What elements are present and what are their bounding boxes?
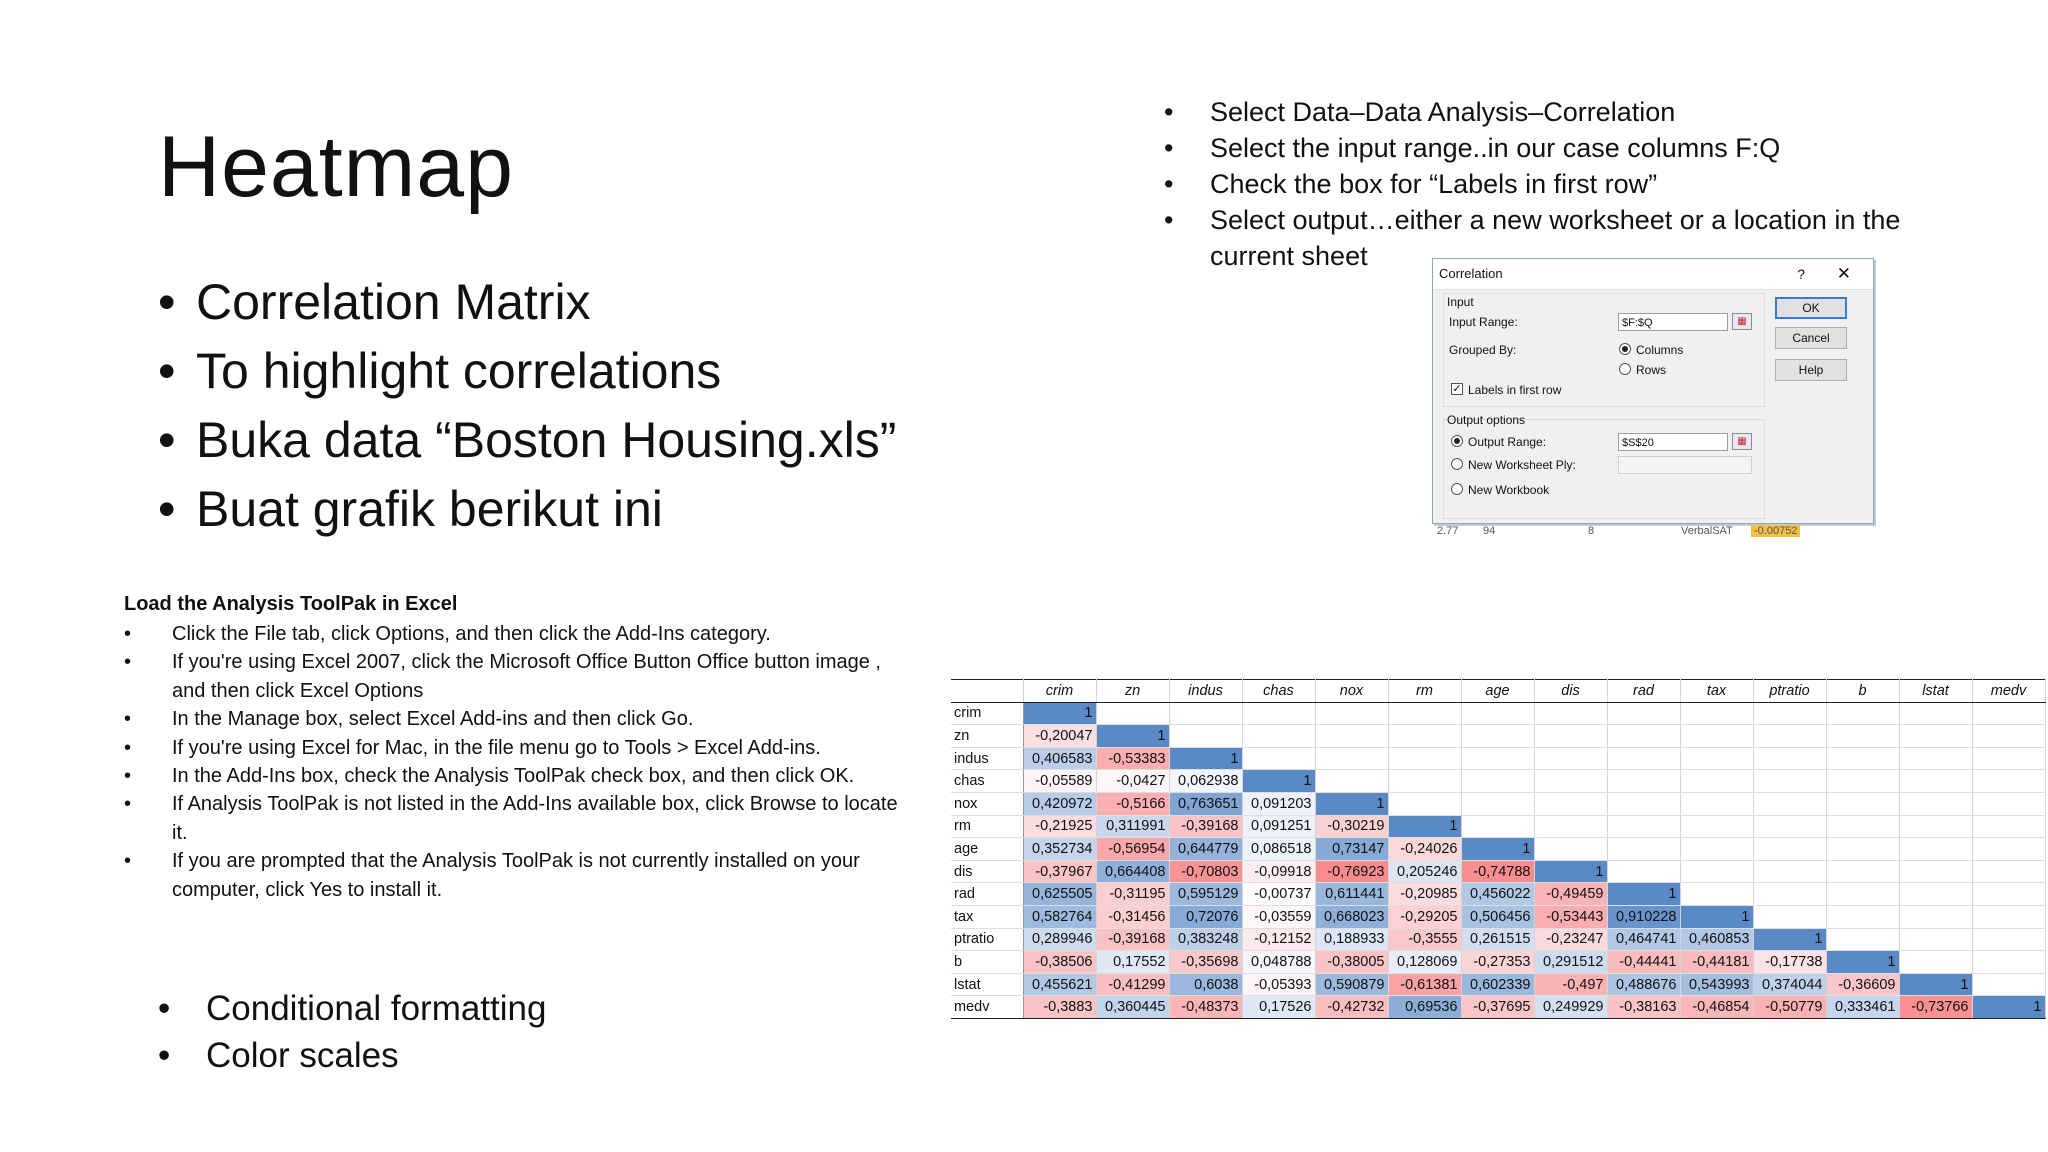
new-worksheet-field[interactable] [1618,456,1752,474]
output-range-field[interactable]: $S$20 [1618,433,1728,451]
matrix-cell: -0,70803 [1169,860,1242,883]
matrix-cell: 0,763651 [1169,792,1242,815]
matrix-cell [1607,747,1680,770]
matrix-cell [1972,815,2045,838]
matrix-cell [1680,747,1753,770]
matrix-cell: 0,910228 [1607,905,1680,928]
matrix-cell [1169,702,1242,725]
matrix-cell: -0,3883 [1023,996,1096,1019]
matrix-cell: 1 [1315,792,1388,815]
matrix-cell: 0,383248 [1169,928,1242,951]
matrix-cell [1826,747,1899,770]
slide-title: Heatmap [158,119,514,215]
step-item: • Check the box for “Labels in first row” [1160,166,1920,202]
matrix-column-header: crim [1023,680,1096,703]
matrix-row-header: zn [951,725,1023,748]
matrix-row-header: dis [951,860,1023,883]
matrix-row [951,973,2045,996]
matrix-cell: 0,543993 [1680,973,1753,996]
input-range-field[interactable]: $F:$Q [1618,313,1728,331]
rows-radio-label: Rows [1636,363,1667,377]
matrix-cell: 0,091251 [1242,815,1315,838]
matrix-cell [1607,860,1680,883]
matrix-cell [1972,838,2045,861]
matrix-cell: -0,05589 [1023,770,1096,793]
matrix-cell [1972,860,2045,883]
matrix-cell: -0,00737 [1242,883,1315,906]
cancel-button[interactable]: Cancel [1775,327,1847,349]
new-worksheet-radio[interactable] [1451,458,1463,470]
matrix-cell: 0,582764 [1023,905,1096,928]
matrix-cell [1461,815,1534,838]
matrix-cell [1607,838,1680,861]
matrix-cell [1899,860,1972,883]
columns-radio[interactable] [1619,343,1631,355]
matrix-row-header: rad [951,883,1023,906]
matrix-cell: 0,086518 [1242,838,1315,861]
matrix-cell [1826,725,1899,748]
matrix-row-header: chas [951,770,1023,793]
bullet-item: • Buat grafik berikut ini [158,475,896,544]
matrix-cell: 0,72076 [1169,905,1242,928]
bg-cell: -0.00752 [1751,525,1800,537]
matrix-corner-cell [951,680,1023,703]
matrix-column-header: medv [1972,680,2045,703]
matrix-cell: -0,49459 [1534,883,1607,906]
matrix-cell [1388,770,1461,793]
matrix-cell: 0,048788 [1242,951,1315,974]
matrix-cell [1461,792,1534,815]
matrix-row [951,905,2045,928]
matrix-cell: 0,291512 [1534,951,1607,974]
bullet-item: • To highlight correlations [158,337,896,406]
format-bullet-item: • Color scales [158,1032,546,1079]
matrix-cell: -0,37695 [1461,996,1534,1019]
matrix-row [951,725,2045,748]
matrix-cell: 0,455621 [1023,973,1096,996]
matrix-cell: 0,644779 [1169,838,1242,861]
matrix-column-header: lstat [1899,680,1972,703]
matrix-row-header: indus [951,747,1023,770]
matrix-cell: -0,44441 [1607,951,1680,974]
matrix-cell: 0,311991 [1096,815,1169,838]
matrix-cell: -0,44181 [1680,951,1753,974]
matrix-cell [1169,725,1242,748]
correlation-matrix-table [951,679,2046,1019]
toolpak-item: • In the Add-Ins box, check the Analysis ToolPak check box, and then click OK. [124,762,914,790]
labels-first-row-checkbox[interactable]: ✓ [1452,383,1462,395]
matrix-cell: -0,74788 [1461,860,1534,883]
matrix-row [951,951,2045,974]
toolpak-item: • If you're using Excel 2007, click the Microsoft Office Button Office button image , and then click Excel Options [124,648,914,705]
matrix-cell [1899,815,1972,838]
matrix-cell: -0,31195 [1096,883,1169,906]
background-sheet-row [1433,525,1873,539]
toolpak-item: • Click the File tab, click Options, and then click the Add-Ins category. [124,620,914,648]
correlation-steps-list [1160,94,1920,274]
matrix-cell [1753,702,1826,725]
matrix-cell [1242,747,1315,770]
input-range-label: Input Range: [1449,315,1518,329]
matrix-cell: -0,05393 [1242,973,1315,996]
matrix-cell: -0,53383 [1096,747,1169,770]
matrix-cell [1461,747,1534,770]
matrix-cell: -0,497 [1534,973,1607,996]
output-range-radio[interactable] [1451,435,1463,447]
matrix-cell [1680,725,1753,748]
matrix-cell [1972,951,2045,974]
new-workbook-label: New Workbook [1468,483,1550,497]
output-range-label: Output Range: [1468,435,1547,449]
matrix-cell: -0,29205 [1388,905,1461,928]
matrix-cell [1388,792,1461,815]
matrix-cell: -0,3555 [1388,928,1461,951]
matrix-cell [1826,883,1899,906]
matrix-cell [1899,838,1972,861]
matrix-cell: 0,091203 [1242,792,1315,815]
matrix-cell: 1 [1899,973,1972,996]
bg-cell: VerbalSAT [1681,525,1733,537]
matrix-cell [1972,973,2045,996]
matrix-cell: -0,61381 [1388,973,1461,996]
matrix-cell: 1 [1607,883,1680,906]
matrix-column-header: ptratio [1753,680,1826,703]
matrix-cell: -0,38506 [1023,951,1096,974]
dialog-titlebar [1433,259,1873,290]
matrix-cell: 0,333461 [1826,996,1899,1019]
matrix-row-header: age [951,838,1023,861]
rows-radio[interactable] [1619,363,1631,375]
matrix-cell [1753,725,1826,748]
matrix-cell [1826,815,1899,838]
matrix-row [951,815,2045,838]
matrix-cell [1315,747,1388,770]
matrix-cell: -0,12152 [1242,928,1315,951]
bullet-item: • Correlation Matrix [158,268,896,337]
matrix-cell [1899,725,1972,748]
matrix-cell: -0,0427 [1096,770,1169,793]
matrix-cell: -0,09918 [1242,860,1315,883]
matrix-cell [1315,725,1388,748]
matrix-cell: 0,062938 [1169,770,1242,793]
matrix-cell: -0,20047 [1023,725,1096,748]
matrix-cell: 0,188933 [1315,928,1388,951]
matrix-column-header: chas [1242,680,1315,703]
matrix-column-header: zn [1096,680,1169,703]
matrix-cell [1315,702,1388,725]
matrix-cell: 0,360445 [1096,996,1169,1019]
matrix-cell: 0,668023 [1315,905,1388,928]
matrix-row [951,860,2045,883]
input-group-label: Input [1447,295,1474,309]
matrix-cell [1242,725,1315,748]
matrix-column-header: dis [1534,680,1607,703]
matrix-column-header: nox [1315,680,1388,703]
close-icon[interactable]: ✕ [1836,264,1851,283]
matrix-column-header: age [1461,680,1534,703]
matrix-cell: 0,460853 [1680,928,1753,951]
ok-button[interactable]: OK [1775,297,1847,319]
matrix-cell: -0,36609 [1826,973,1899,996]
matrix-cell [1972,928,2045,951]
toolpak-heading: Load the Analysis ToolPak in Excel [124,593,458,615]
matrix-cell [1826,770,1899,793]
matrix-cell: 0,488676 [1607,973,1680,996]
matrix-cell [1899,792,1972,815]
matrix-cell: 1 [1461,838,1534,861]
matrix-row [951,838,2045,861]
toolpak-item: • If you are prompted that the Analysis ToolPak is not currently installed on your computer, click Yes to install it. [124,847,914,904]
matrix-row-header: crim [951,702,1023,725]
matrix-cell: 0,17552 [1096,951,1169,974]
matrix-cell [1607,770,1680,793]
matrix-cell [1899,951,1972,974]
matrix-row-header: rm [951,815,1023,838]
matrix-cell: -0,46854 [1680,996,1753,1019]
matrix-cell [1972,883,2045,906]
matrix-row [951,747,2045,770]
matrix-cell: -0,17738 [1753,951,1826,974]
matrix-cell: -0,42732 [1315,996,1388,1019]
matrix-cell [1753,815,1826,838]
matrix-cell [1388,725,1461,748]
matrix-cell: -0,23247 [1534,928,1607,951]
matrix-cell: 0,374044 [1753,973,1826,996]
correlation-dialog [1432,258,1874,537]
help-icon[interactable]: ? [1797,266,1805,282]
matrix-cell [1680,860,1753,883]
matrix-cell: 1 [1388,815,1461,838]
matrix-cell [1899,747,1972,770]
matrix-cell [1753,770,1826,793]
matrix-cell [1826,860,1899,883]
matrix-cell: 0,595129 [1169,883,1242,906]
format-bullet-item: • Conditional formatting [158,985,546,1032]
labels-first-row-label: Labels in first row [1468,383,1562,397]
toolpak-item: • In the Manage box, select Excel Add-ins and then click Go. [124,705,914,733]
matrix-column-header: rm [1388,680,1461,703]
main-bullet-list [158,268,896,544]
toolpak-item: • If Analysis ToolPak is not listed in the Add-Ins available box, click Browse to locate it. [124,790,914,847]
matrix-cell [1972,770,2045,793]
bg-cell: 8 [1588,525,1595,537]
output-group-label: Output options [1447,413,1526,427]
matrix-cell: 0,289946 [1023,928,1096,951]
matrix-column-header: b [1826,680,1899,703]
matrix-cell [1899,770,1972,793]
matrix-cell [1899,702,1972,725]
matrix-cell [1461,702,1534,725]
matrix-cell [1096,702,1169,725]
matrix-row-header: medv [951,996,1023,1019]
matrix-cell [1972,702,2045,725]
matrix-cell: -0,20985 [1388,883,1461,906]
matrix-cell [1680,770,1753,793]
matrix-cell: 0,590879 [1315,973,1388,996]
matrix-cell: 0,73147 [1315,838,1388,861]
matrix-cell: -0,03559 [1242,905,1315,928]
matrix-cell: 0,456022 [1461,883,1534,906]
matrix-cell: 0,602339 [1461,973,1534,996]
matrix-cell: -0,56954 [1096,838,1169,861]
matrix-cell [1753,860,1826,883]
matrix-column-header: rad [1607,680,1680,703]
matrix-column-header: indus [1169,680,1242,703]
new-workbook-radio[interactable] [1451,483,1463,495]
matrix-cell: 0,128069 [1388,951,1461,974]
matrix-cell [1753,883,1826,906]
matrix-cell [1680,838,1753,861]
matrix-cell [1899,883,1972,906]
matrix-cell [1680,815,1753,838]
step-item: • Select output…either a new worksheet or a location in the current sheet [1160,202,1920,274]
matrix-cell [1534,747,1607,770]
matrix-cell [1826,792,1899,815]
matrix-cell: -0,27353 [1461,951,1534,974]
matrix-cell [1534,725,1607,748]
matrix-cell: 0,205246 [1388,860,1461,883]
matrix-cell [1826,702,1899,725]
matrix-cell: 0,249929 [1534,996,1607,1019]
grouped-by-label: Grouped By: [1449,343,1517,357]
matrix-cell: -0,38005 [1315,951,1388,974]
matrix-cell: -0,35698 [1169,951,1242,974]
matrix-cell [1753,747,1826,770]
matrix-cell [1534,815,1607,838]
new-worksheet-label: New Worksheet Ply: [1468,458,1576,472]
matrix-cell [1388,747,1461,770]
matrix-row [951,928,2045,951]
bg-cell: 94 [1483,525,1496,537]
matrix-cell: -0,5166 [1096,792,1169,815]
matrix-cell: 0,69536 [1388,996,1461,1019]
matrix-cell: 1 [1826,951,1899,974]
matrix-cell: 0,6038 [1169,973,1242,996]
range-selector-icon[interactable]: ▦ [1732,433,1752,450]
matrix-cell [1680,883,1753,906]
matrix-cell [1680,702,1753,725]
matrix-cell [1461,770,1534,793]
matrix-cell [1753,838,1826,861]
matrix-cell: 0,261515 [1461,928,1534,951]
step-item: • Select the input range..in our case columns F:Q [1160,130,1920,166]
matrix-cell: 1 [1023,702,1096,725]
columns-radio-label: Columns [1636,343,1684,357]
matrix-cell: -0,50779 [1753,996,1826,1019]
matrix-cell [1534,792,1607,815]
matrix-cell [1388,702,1461,725]
matrix-cell: 1 [1972,996,2045,1019]
matrix-cell: -0,39168 [1096,928,1169,951]
matrix-cell: -0,76923 [1315,860,1388,883]
matrix-cell [1826,838,1899,861]
matrix-cell: 1 [1680,905,1753,928]
matrix-cell [1607,815,1680,838]
matrix-cell: 1 [1096,725,1169,748]
matrix-cell [1461,725,1534,748]
matrix-cell: -0,48373 [1169,996,1242,1019]
matrix-cell: 1 [1753,928,1826,951]
step-item: • Select Data–Data Analysis–Correlation [1160,94,1920,130]
help-button[interactable]: Help [1775,359,1847,381]
matrix-cell: 0,625505 [1023,883,1096,906]
matrix-cell [1753,792,1826,815]
matrix-row [951,702,2045,725]
matrix-cell [1607,792,1680,815]
matrix-cell [1826,928,1899,951]
matrix-cell: -0,53443 [1534,905,1607,928]
matrix-row-header: b [951,951,1023,974]
matrix-cell [1826,905,1899,928]
matrix-cell: 1 [1242,770,1315,793]
matrix-row [951,792,2045,815]
matrix-cell: -0,41299 [1096,973,1169,996]
matrix-cell: -0,31456 [1096,905,1169,928]
matrix-cell [1534,702,1607,725]
matrix-cell: -0,39168 [1169,815,1242,838]
toolpak-list [124,620,914,904]
matrix-column-header: tax [1680,680,1753,703]
matrix-cell: -0,21925 [1023,815,1096,838]
matrix-cell: 0,420972 [1023,792,1096,815]
matrix-row-header: nox [951,792,1023,815]
matrix-cell [1753,905,1826,928]
matrix-cell: 1 [1169,747,1242,770]
matrix-row-header: tax [951,905,1023,928]
toolpak-instructions [124,590,914,904]
matrix-cell [1534,838,1607,861]
matrix-row [951,996,2045,1019]
range-selector-icon[interactable]: ▦ [1732,313,1752,330]
bullet-item: • Buka data “Boston Housing.xls” [158,406,896,475]
matrix-cell [1607,702,1680,725]
matrix-cell: 0,17526 [1242,996,1315,1019]
matrix-cell [1242,702,1315,725]
matrix-cell: 0,664408 [1096,860,1169,883]
matrix-cell: 0,352734 [1023,838,1096,861]
matrix-cell [1680,792,1753,815]
matrix-cell [1972,725,2045,748]
matrix-cell: 0,611441 [1315,883,1388,906]
matrix-row-header: ptratio [951,928,1023,951]
dialog-title: Correlation [1439,266,1503,281]
matrix-row-header: lstat [951,973,1023,996]
matrix-cell [1607,725,1680,748]
matrix-cell: -0,38163 [1607,996,1680,1019]
matrix-cell: 0,406583 [1023,747,1096,770]
matrix-cell [1899,928,1972,951]
matrix-cell [1972,905,2045,928]
matrix-cell: -0,24026 [1388,838,1461,861]
matrix-row [951,883,2045,906]
matrix-cell: -0,37967 [1023,860,1096,883]
toolpak-item: • If you're using Excel for Mac, in the file menu go to Tools > Excel Add-ins. [124,734,914,762]
bg-cell: 2.77 [1437,525,1459,537]
matrix-cell [1972,747,2045,770]
matrix-cell [1899,905,1972,928]
matrix-cell: 1 [1534,860,1607,883]
matrix-cell: 0,506456 [1461,905,1534,928]
format-bullet-list [158,985,546,1079]
matrix-cell [1315,770,1388,793]
matrix-cell [1534,770,1607,793]
matrix-cell: 0,464741 [1607,928,1680,951]
matrix-cell: -0,30219 [1315,815,1388,838]
matrix-row [951,770,2045,793]
matrix-cell: -0,73766 [1899,996,1972,1019]
matrix-cell [1972,792,2045,815]
